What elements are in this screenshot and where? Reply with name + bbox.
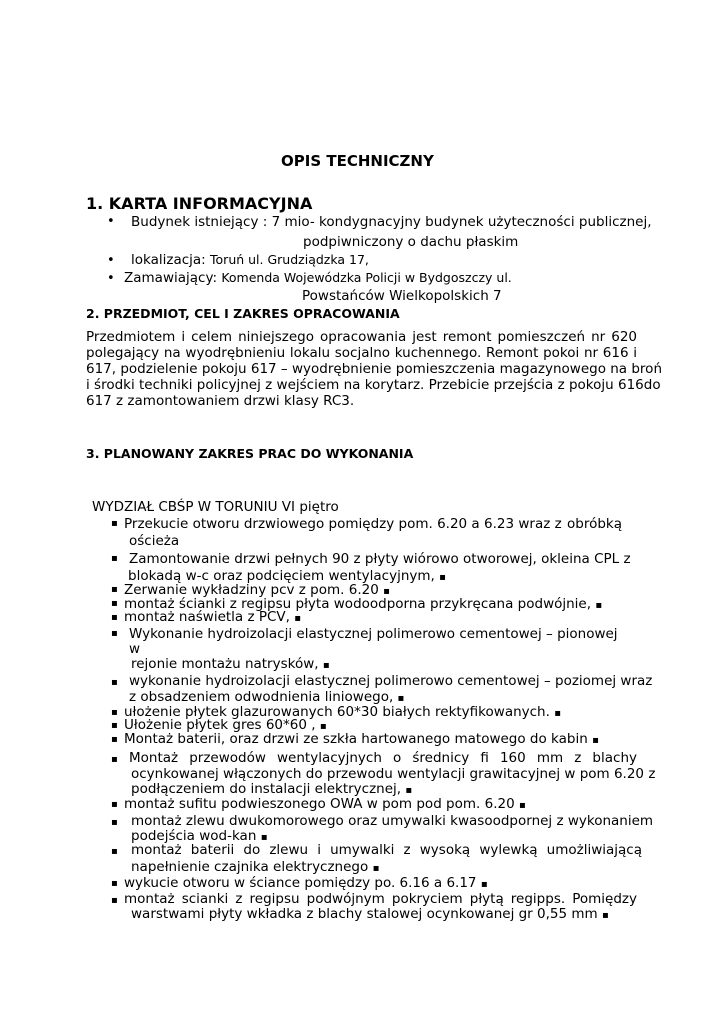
info-client	[124, 270, 512, 286]
list-marker: ▪	[319, 721, 327, 732]
scope-item-shower-cabins: Montaż baterii, oraz drzwi ze szkła hartowanego matowego do kabin ▪	[124, 731, 599, 747]
list-marker: ▪	[372, 863, 380, 874]
info-building: Budynek istniejący : 7 mio- kondygnacyjny budynek użyteczności publicznej,	[131, 214, 652, 230]
list-marker: ▪	[383, 586, 390, 597]
scope-item-ventilation: Montaż przewodów wentylacyjnych o średnicy fi 160 mm z blachy	[129, 750, 637, 766]
scope-item-horizontal-waterproofing-cont: z obsadzeniem odwodnienia liniowego, ▪	[129, 689, 405, 705]
paragraph-line: 617, podzielenie pokoju 617 – wyodrębnienie pomieszczenia magazynowego na broń	[86, 361, 662, 377]
scope-item-skylight: montaż naświetla z PCV, ▪	[124, 609, 302, 625]
scope-item-ventilation-cont: ocynkowanej włączonych do przewodu wentylacji grawitacyjnej w pom 6.20 z	[131, 766, 656, 782]
scope-item-sink-cont: podejścia wod-kan ▪	[131, 828, 268, 844]
section-2-paragraph	[86, 329, 662, 409]
list-marker: ▪	[111, 846, 118, 857]
scope-item-doorway-cont: ościeża	[129, 533, 180, 549]
scope-item-sink: montaż zlewu dwukomorowego oraz umywalki kwasoodpornej z wykonaniem	[131, 813, 654, 829]
scope-item-suspended-ceiling: montaż sufitu podwieszonego OWA w pom pod pom. 6.20 ▪	[124, 796, 526, 812]
list-marker: ▪	[111, 553, 118, 564]
info-client-continued: Powstańców Wielkopolskich 7	[302, 288, 502, 304]
list-marker: ▪	[111, 628, 118, 639]
list-marker: ▪	[111, 598, 118, 609]
scope-item-faucets: montaż baterii do zlewu i umywalki z wysoką wylewką umożliwiającą	[131, 842, 642, 858]
list-marker: ▪	[111, 612, 118, 623]
list-marker: ▪	[480, 879, 488, 890]
list-marker: ▪	[111, 895, 118, 906]
list-marker: ▪	[111, 799, 118, 810]
scope-item-door-install: Zamontowanie drzwi pełnych 90 z płyty wiórowo otworowej, okleina CPL z	[129, 551, 631, 567]
info-location-value: Toruń ul. Grudziądzka 17,	[210, 252, 369, 267]
info-client-value: Komenda Wojewódzka Policji w Bydgoszczy ul.	[221, 270, 512, 285]
list-marker: ▪	[111, 754, 118, 765]
section-2-heading: 2. PRZEDMIOT, CEL I ZAKRES OPRACOWANIA	[86, 306, 400, 321]
scope-item-vertical-waterproofing-cont2: rejonie montażu natrysków, ▪	[131, 656, 330, 672]
list-marker: ▪	[595, 600, 603, 611]
scope-item-vertical-waterproofing: Wykonanie hydroizolacji elastycznej polimerowo cementowej – pionowej	[129, 626, 618, 642]
list-marker: ▪	[397, 693, 405, 704]
list-marker: ▪	[439, 572, 446, 583]
section-3-heading: 3. PLANOWANY ZAKRES PRAC DO WYKONANIA	[86, 446, 414, 461]
scope-item-doorway-tail: obróbką	[567, 516, 623, 532]
document-title: OPIS TECHNICZNY	[281, 152, 434, 170]
scope-item-vertical-waterproofing-cont: w	[129, 641, 141, 657]
info-location	[131, 252, 369, 268]
scope-item-reinforced-partition-cont: warstwami płyty wkładka z blachy stalowej ocynkowanej gr 0,55 mm ▪	[131, 906, 609, 922]
scope-item-floor-tiles: Ułożenie płytek gres 60*60 , ▪	[124, 717, 327, 733]
scope-item-doorway: Przekucie otworu drzwiowego pomiędzy pom. 6.20 a 6.23 wraz z	[124, 516, 562, 532]
scope-item-ventilation-cont2: podłączeniem do instalacji elektrycznej, ▪	[131, 781, 413, 797]
scope-intro: WYDZIAŁ CBŚP W TORUNIU VI piętro	[92, 499, 339, 515]
scope-item-wall-tiles: ułożenie płytek glazurowanych 60*30 białych rektyfikowanych. ▪	[124, 704, 561, 720]
section-1-heading: 1. KARTA INFORMACYJNA	[86, 194, 313, 213]
list-marker: ▪	[405, 785, 413, 796]
paragraph-line: 617 z zamontowaniem drzwi klasy RC3.	[86, 393, 355, 409]
list-marker: ▪	[111, 584, 118, 595]
scope-item-horizontal-waterproofing: wykonanie hydroizolacji elastycznej polimerowo cementowej – poziomej wraz	[129, 673, 653, 689]
bullet-marker: •	[107, 271, 115, 286]
info-location-label: lokalizacja:	[131, 252, 206, 268]
paragraph-line: i środki techniki policyjnej z wejściem na korytarz. Przebicie przejścia z pokoju 616do	[86, 377, 661, 393]
info-building-continued: podpiwniczony o dachu płaskim	[303, 234, 519, 250]
bullet-marker: •	[107, 253, 115, 268]
scope-item-flooring-removal: Zerwanie wykładziny pcv z pom. 6.20 ▪	[124, 582, 390, 598]
paragraph-line: Przedmiotem i celem niniejszego opracowania jest remont pomieszczeń nr 620	[86, 329, 637, 345]
scope-item-door-install-cont: blokadą w-c oraz podcięciem wentylacyjnym, ▪	[128, 568, 446, 584]
list-marker: ▪	[111, 720, 118, 731]
bullet-marker: •	[107, 214, 115, 229]
scope-item-reinforced-partition: montaż scianki z regipsu podwójnym pokryciem płytą regipps. Pomiędzy	[124, 891, 637, 907]
list-marker: ▪	[111, 817, 118, 828]
list-marker: ▪	[111, 677, 118, 688]
list-marker: ▪	[111, 518, 118, 529]
list-marker: ▪	[260, 832, 268, 843]
list-marker: ▪	[322, 660, 330, 671]
list-marker: ▪	[592, 735, 599, 746]
scope-item-faucets-cont: napełnienie czajnika elektrycznego ▪	[131, 859, 380, 875]
list-marker: ▪	[294, 613, 302, 624]
scope-item-wall-opening: wykucie otworu w ściance pomiędzy po. 6.16 a 6.17 ▪	[124, 875, 488, 891]
list-marker: ▪	[554, 708, 561, 719]
list-marker: ▪	[601, 910, 609, 921]
scope-item-drywall: montaż ścianki z regipsu płyta wodoodporna przykręcana podwójnie, ▪	[124, 596, 603, 612]
list-marker: ▪	[111, 734, 118, 745]
list-marker: ▪	[111, 707, 118, 718]
list-marker: ▪	[518, 800, 526, 811]
info-client-label: Zamawiający:	[124, 270, 218, 286]
list-marker: ▪	[111, 878, 118, 889]
paragraph-line: polegający na wyodrębnieniu lokalu socjalno kuchennego. Remont pokoi nr 616 i	[86, 345, 637, 361]
